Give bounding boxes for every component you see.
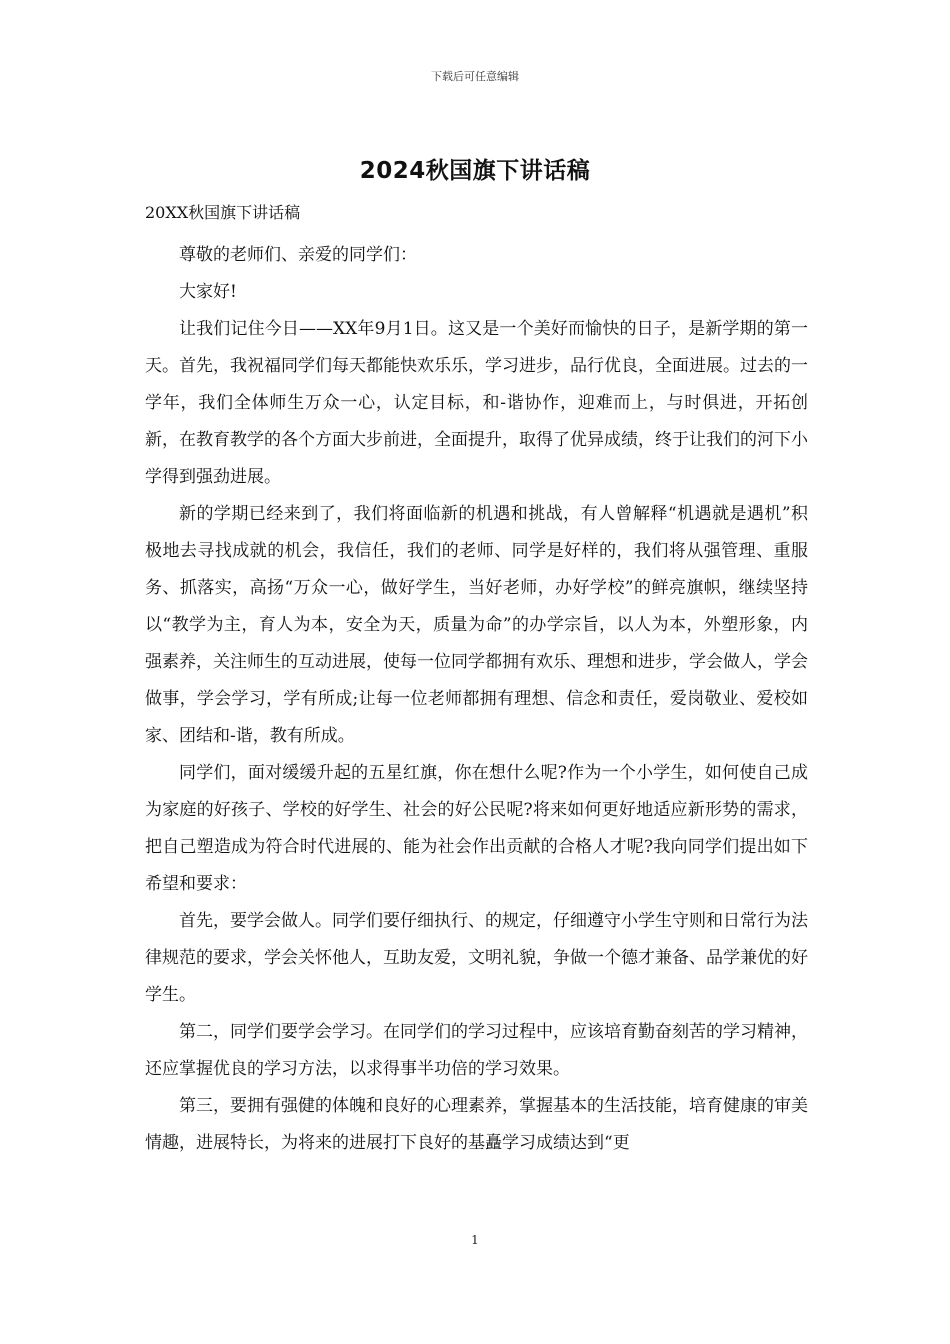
document-body bbox=[145, 199, 808, 1162]
document-title: 2024秋国旗下讲话稿 bbox=[359, 158, 591, 184]
page-number: 1 bbox=[471, 1233, 479, 1247]
paragraph-flag: 同学们，面对缓缓升起的五星红旗，你在想什么呢?作为一个小学生，如何使自己成为家庭的好孩子、学校的好学生、社会的好公民呢?将来如何更好地适应新形势的需求，把自己塑造成为符合时代进展的、能为社会作出贡献的合格人才呢?我向同学们提出如下希望和要求： bbox=[145, 763, 808, 894]
paragraph-opening: 让我们记住今日——XX年9月1日。这又是一个美好而愉快的日子，是新学期的第一天。首先，我祝福同学们每天都能快欢乐乐，学习进步，品行优良，全面进展。过去的一学年，我们全体师生万众一心，认定目标，和-谐协作，迎难而上，与时俱进，开拓创新，在教育教学的各个方面大步前进，全面提升，取得了优异成绩，终于让我们的河下小学得到强劲进展。 bbox=[145, 319, 808, 487]
paragraph-second: 第二，同学们要学会学习。在同学们的学习过程中，应该培育勤奋刻苦的学习精神，还应掌握优良的学习方法，以求得事半功倍的学习效果。 bbox=[145, 1022, 808, 1079]
paragraph-first: 首先，要学会做人。同学们要仔细执行、的规定，仔细遵守小学生守则和日常行为法律规范的要求，学会关怀他人，互助友爱，文明礼貌，争做一个德才兼备、品学兼优的好学生。 bbox=[145, 911, 808, 1005]
greeting-salutation: 尊敬的老师们、亲爱的同学们： bbox=[179, 245, 417, 265]
greeting-hello: 大家好! bbox=[179, 282, 237, 302]
subtitle: 20XX秋国旗下讲话稿 bbox=[145, 203, 301, 222]
header-note: 下载后可任意编辑 bbox=[431, 70, 519, 83]
paragraph-new-semester: 新的学期已经来到了，我们将面临新的机遇和挑战，有人曾解释“机遇就是遇机”积极地去寻找成就的机会，我信任，我们的老师、同学是好样的，我们将从强管理、重服务、抓落实，高扬“万众一心，做好学生，当好老师，办好学校”的鲜亮旗帜，继续坚持以“教学为主，育人为本，安全为天，质量为命”的办学宗旨，以人为本，外塑形象，内强素养，关注师生的互动进展，使每一位同学都拥有欢乐、理想和进步，学会做人，学会做事，学会学习，学有所成;让每一位老师都拥有理想、信念和责任，爱岗敬业、爱校如家、团结和-谐，教有所成。 bbox=[145, 504, 808, 746]
paragraph-third: 第三，要拥有强健的体魄和良好的心理素养，掌握基本的生活技能，培育健康的审美情趣，进展特长，为将来的进展打下良好的基矗学习成绩达到“更 bbox=[145, 1096, 808, 1153]
